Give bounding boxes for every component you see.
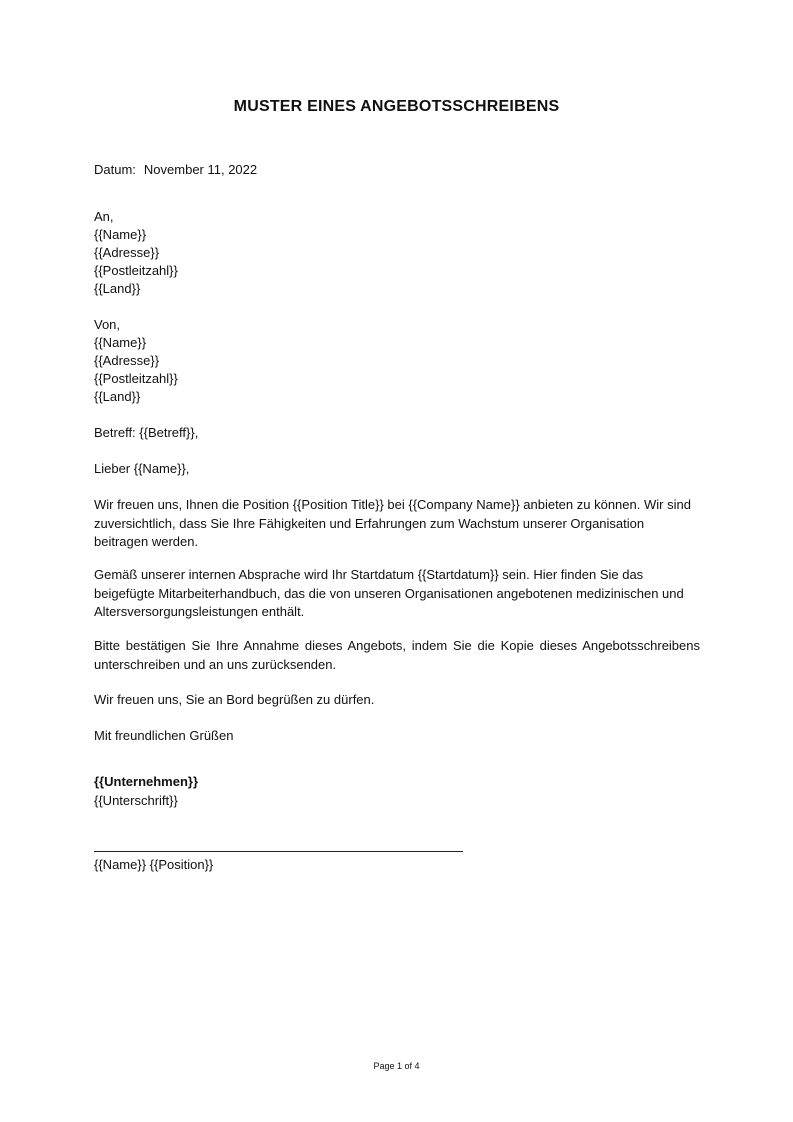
paragraph-confirmation: Bitte bestätigen Sie Ihre Annahme dieses Angebots, indem Sie die Kopie dieses Angebotsschreibens unterschreiben und an uns zurücksenden. (94, 638, 700, 672)
sender-address-block (94, 316, 700, 406)
recipient-postcode: {{Postleitzahl}} (94, 263, 178, 278)
paragraph-offer: Wir freuen uns, Ihnen die Position {{Position Title}} bei {{Company Name}} anbieten zu können. Wir sind zuversichtlich, dass Sie Ihre Fähigkeiten und Erfahrungen zum Wachstum unserer Organisation beitragen werden. (94, 497, 691, 549)
salutation: Lieber {{Name}}, (94, 461, 190, 476)
sender-postcode: {{Postleitzahl}} (94, 371, 178, 386)
recipient-address: {{Adresse}} (94, 245, 160, 260)
page-number: Page 1 of 4 (373, 1061, 420, 1071)
sender-country: {{Land}} (94, 389, 141, 404)
paragraph-start-date: Gemäß unserer internen Absprache wird Ihr Startdatum {{Startdatum}} sein. Hier finden Sie das beigefügte Mitarbeiterhandbuch, das die von unseren Organisationen angebotenen medizinischen und Altersversorgungsleistungen enthält. (94, 567, 684, 619)
date-line (94, 161, 700, 179)
signatory-name-position: {{Name}} {{Position}} (94, 857, 214, 872)
signature-line (94, 851, 463, 852)
recipient-country: {{Land}} (94, 281, 141, 296)
paragraph-welcome: Wir freuen uns, Sie an Bord begrüßen zu dürfen. (94, 692, 375, 707)
sender-address: {{Adresse}} (94, 353, 160, 368)
date-value: November 11, 2022 (143, 162, 258, 177)
company-name: {{Unternehmen}} (94, 774, 199, 789)
recipient-heading: An, (94, 209, 114, 224)
recipient-name: {{Name}} (94, 227, 147, 242)
subject-line: Betreff: {{Betreff}}, (94, 425, 199, 440)
signature-placeholder: {{Unterschrift}} (94, 793, 178, 808)
document-title: MUSTER EINES ANGEBOTSSCHREIBENS (233, 98, 560, 115)
sender-heading: Von, (94, 317, 121, 332)
date-label: Datum: (94, 162, 136, 177)
sender-name: {{Name}} (94, 335, 147, 350)
closing: Mit freundlichen Grüßen (94, 728, 234, 743)
recipient-address-block (94, 208, 700, 298)
